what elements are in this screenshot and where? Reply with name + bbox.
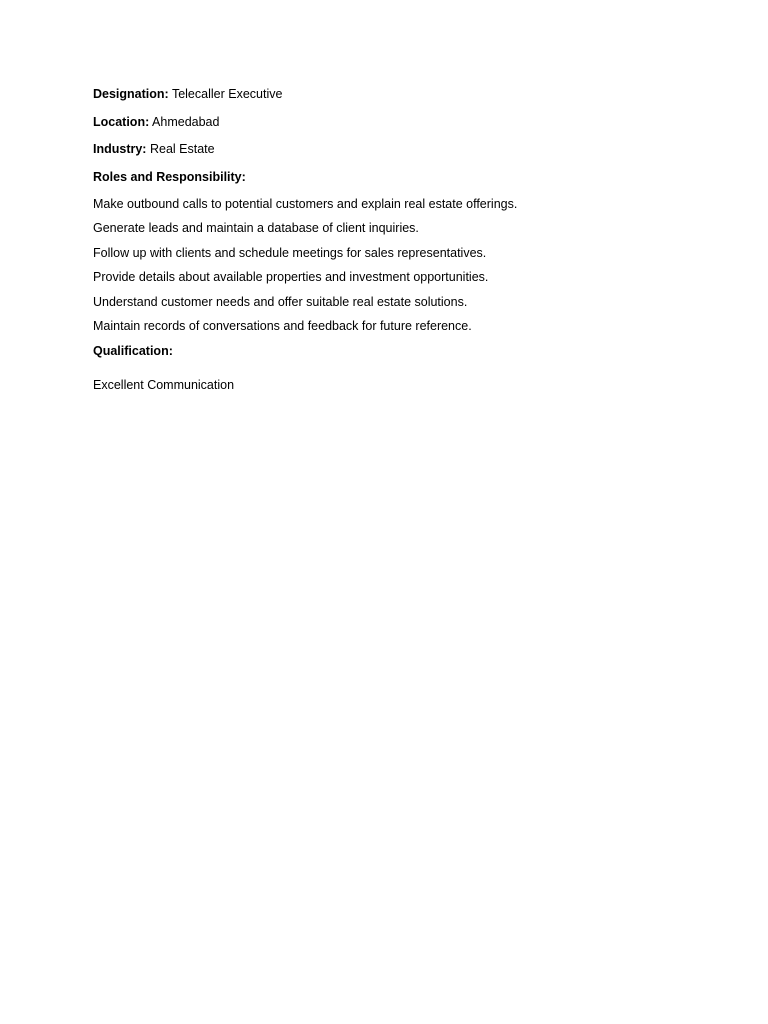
responsibility-list	[93, 197, 693, 335]
roles-heading: Roles and Responsibility:	[93, 169, 246, 184]
designation-value: Telecaller Executive	[171, 87, 283, 101]
industry-label: Industry:	[93, 142, 147, 156]
location-line	[93, 115, 693, 130]
list-item: Understand customer needs and offer suitable real estate solutions.	[93, 294, 468, 309]
list-item: Make outbound calls to potential customers and explain real estate offerings.	[93, 196, 518, 211]
list-item: Follow up with clients and schedule meetings for sales representatives.	[93, 245, 487, 260]
industry-line	[93, 142, 693, 157]
designation-label: Designation:	[93, 87, 169, 101]
list-item: Generate leads and maintain a database of client inquiries.	[93, 221, 419, 236]
location-label: Location:	[93, 114, 150, 129]
qualification-value: Excellent Communication	[93, 378, 235, 393]
list-item: Maintain records of conversations and feedback for future reference.	[93, 319, 472, 334]
qualification-heading: Qualification:	[93, 344, 173, 359]
industry-value: Real Estate	[149, 142, 215, 156]
location-value: Ahmedabad	[152, 114, 220, 129]
designation-line	[93, 87, 693, 102]
list-item: Provide details about available properties and investment opportunities.	[93, 270, 489, 285]
document-content	[93, 87, 693, 393]
